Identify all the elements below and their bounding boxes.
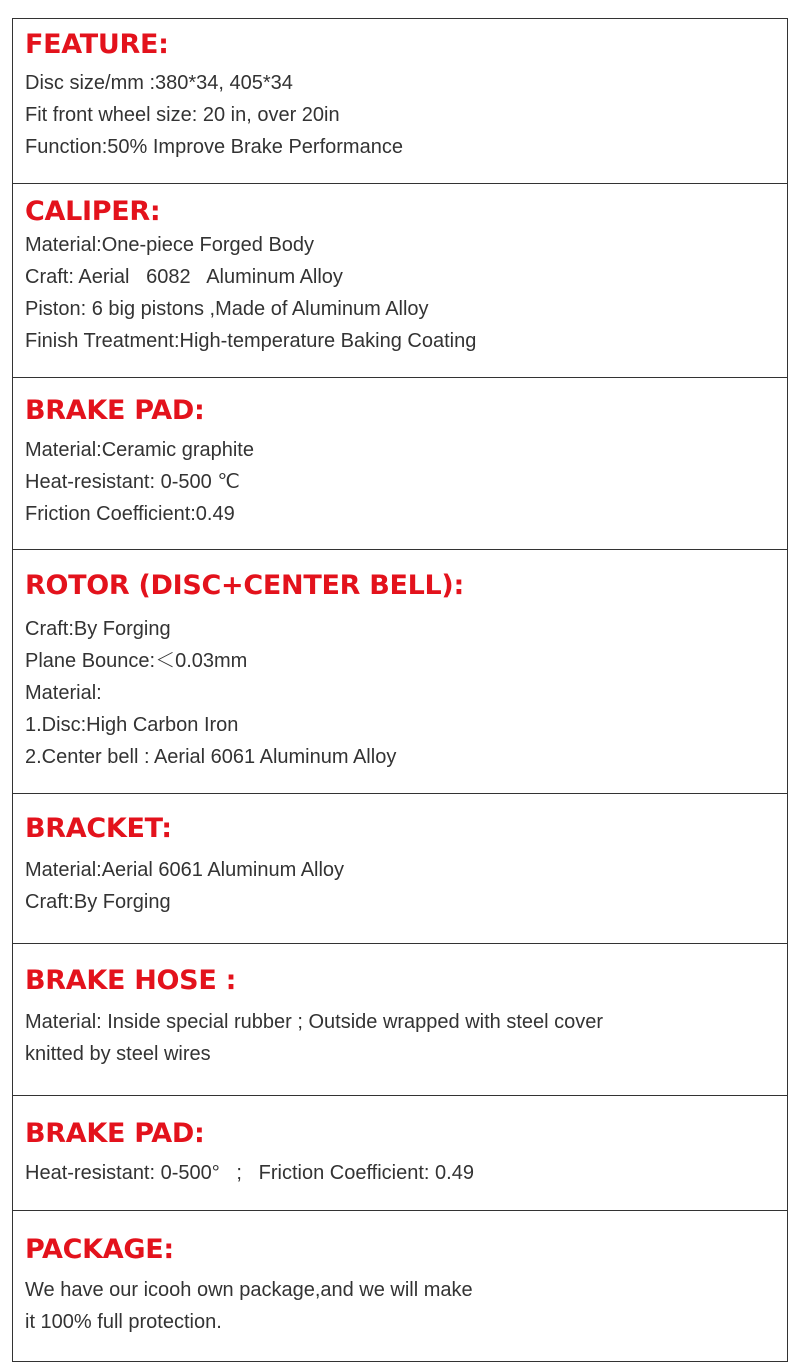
spec-line: 1.Disc:High Carbon Iron (25, 714, 239, 736)
spec-table (12, 18, 788, 1362)
spec-line: Craft: Aerial 6082 Aluminum Alloy (25, 266, 343, 288)
spec-line: Material:Aerial 6061 Aluminum Alloy (25, 859, 345, 881)
spec-line: Craft:By Forging (25, 618, 171, 640)
spec-line: Plane Bounce:＜0.03mm (25, 650, 248, 672)
section-brake-pad (13, 377, 787, 549)
section-heading: BRAKE PAD: (25, 395, 205, 426)
spec-line: Function:50% Improve Brake Performance (25, 136, 403, 158)
section-heading: BRAKE PAD: (25, 1118, 205, 1149)
section-heading: ROTOR (DISC+CENTER BELL): (25, 570, 464, 601)
section-bracket (13, 793, 787, 943)
section-lines (25, 1157, 775, 1189)
section-heading: FEATURE: (25, 29, 169, 60)
spec-line: it 100% full protection. (25, 1311, 222, 1333)
spec-line: Heat-resistant: 0-500 ℃ (25, 471, 240, 493)
spec-line: Friction Coefficient:0.49 (25, 503, 235, 525)
spec-line: Material: (25, 682, 102, 704)
section-lines (25, 229, 775, 357)
section-lines (25, 854, 775, 918)
section-heading: BRAKE HOSE : (25, 965, 237, 996)
section-caliper (13, 183, 787, 377)
section-lines (25, 1274, 775, 1338)
spec-line: Fit front wheel size: 20 in, over 20in (25, 104, 340, 126)
section-package (13, 1210, 787, 1361)
section-brake-pad-2 (13, 1095, 787, 1210)
spec-line: Material:Ceramic graphite (25, 439, 254, 461)
section-lines (25, 613, 775, 773)
spec-line: Heat-resistant: 0-500° ; Friction Coefficient: 0.49 (25, 1162, 474, 1184)
spec-line: 2.Center bell : Aerial 6061 Aluminum Alloy (25, 746, 397, 768)
section-heading: CALIPER: (25, 196, 161, 227)
spec-line: Craft:By Forging (25, 891, 171, 913)
spec-line: Disc size/mm :380*34, 405*34 (25, 72, 293, 94)
spec-line: Material: Inside special rubber ; Outside wrapped with steel cover (25, 1011, 604, 1033)
section-brake-hose (13, 943, 787, 1095)
spec-line: knitted by steel wires (25, 1043, 211, 1065)
section-lines (25, 434, 775, 530)
section-lines (25, 67, 775, 163)
spec-line: Finish Treatment:High-temperature Baking Coating (25, 330, 477, 352)
spec-line: Material:One-piece Forged Body (25, 234, 315, 256)
section-heading: PACKAGE: (25, 1234, 174, 1265)
section-rotor (13, 549, 787, 793)
section-feature (13, 19, 787, 183)
section-lines (25, 1006, 775, 1070)
spec-line: Piston: 6 big pistons ,Made of Aluminum Alloy (25, 298, 429, 320)
section-heading: BRACKET: (25, 813, 172, 844)
spec-line: We have our icooh own package,and we will make (25, 1279, 473, 1301)
